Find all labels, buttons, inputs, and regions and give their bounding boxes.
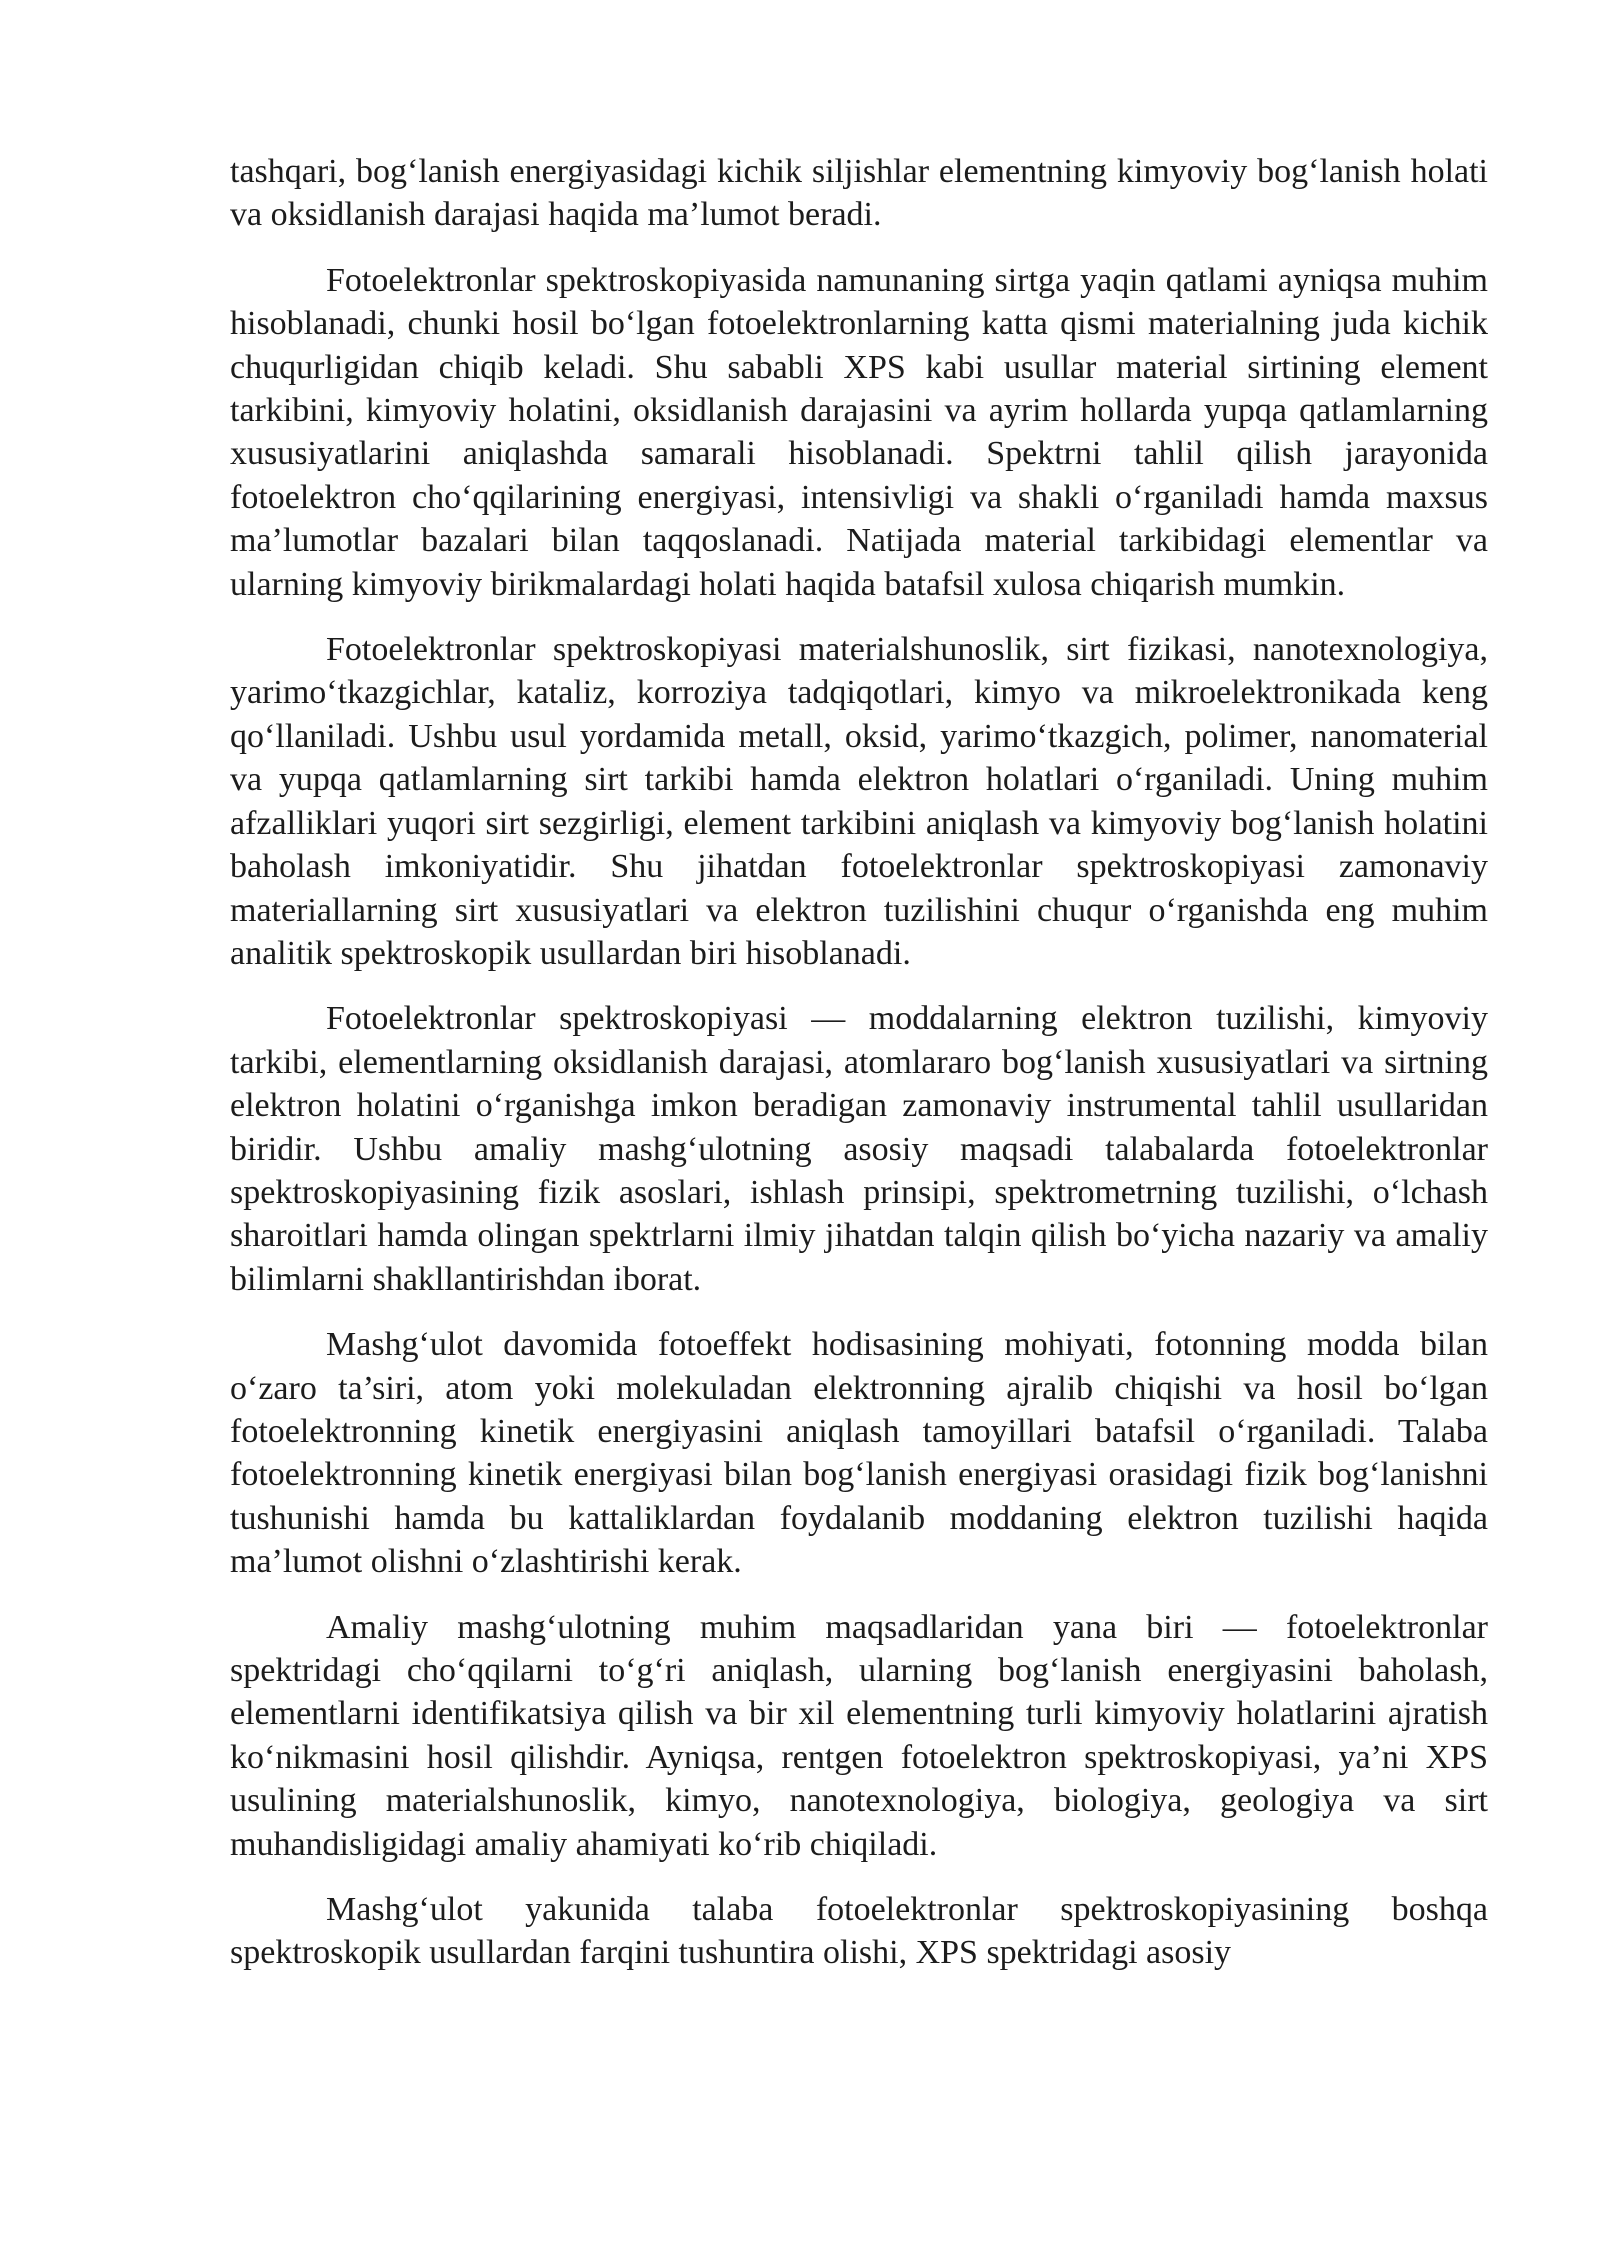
paragraph-conclusion: Mashg‘ulot yakunida talaba fotoelektronlar spektroskopiyasining boshqa spektroskopik usullardan farqini tushuntira olishi, XPS spektridagi asosiy	[230, 1891, 1488, 1972]
paragraph-applications: Fotoelektronlar spektroskopiyasi materialshunoslik, sirt fizikasi, nanotexnologiya, yarimo‘tkazgichlar, kataliz, korroziya tadqiqotlari, kimyo va mikroelektronikada keng qo‘llaniladi. Ushbu usul yordamida metall, oksid, yarimo‘tkazgich, polimer, nanomaterial va yupqa qatlamlarning sirt tarkibi hamda elektron holatlari o‘rganiladi. Uning muhim afzalliklari yuqori sirt sezgirligi, element tarkibini aniqlash va kimyoviy bog‘lanish holatini baholash imkoniyatidir. Shu jihatdan fotoelektronlar spektroskopiyasi zamonaviy materiallarning sirt xususiyatlari va elektron tuzilishini chuqur o‘rganishda eng muhim analitik spektroskopik usullardan biri hisoblanadi.	[230, 631, 1488, 972]
paragraph-definition-goal: Fotoelektronlar spektroskopiyasi — moddalarning elektron tuzilishi, kimyoviy tarkibi, elementlarning oksidlanish darajasi, atomlararo bog‘lanish xususiyatlari va sirtning elektron holatini o‘rganishga imkon beradigan zamonaviy instrumental tahlil usullaridan biridir. Ushbu amaliy mashg‘ulotning asosiy maqsadi talabalarda fotoelektronlar spektroskopiyasining fizik asoslari, ishlash prinsipi, spektrometrning tuzilishi, o‘lchash sharoitlari hamda olingan spektrlarni ilmiy jihatdan talqin qilish bo‘yicha nazariy va amaliy bilimlarni shakllantirishdan iborat.	[230, 1000, 1488, 1298]
paragraph-continued: tashqari, bog‘lanish energiyasidagi kichik siljishlar elementning kimyoviy bog‘lanish holati va oksidlanish darajasi haqida ma’lumot beradi.	[230, 153, 1488, 234]
paragraph-photoeffect: Mashg‘ulot davomida fotoeffekt hodisasining mohiyati, fotonning modda bilan o‘zaro ta’siri, atom yoki molekuladan elektronning ajralib chiqishi va hosil bo‘lgan fotoelektronning kinetik energiyasini aniqlash tamoyillari batafsil o‘rganiladi. Talaba fotoelektronning kinetik energiyasi bilan bog‘lanish energiyasi orasidagi fizik bog‘lanishni tushunishi hamda bu kattaliklardan foydalanib moddaning elektron tuzilishi haqida ma’lumot olishni o‘zlashtirishi kerak.	[230, 1326, 1488, 1581]
paragraph-surface-sensitivity: Fotoelektronlar spektroskopiyasida namunaning sirtga yaqin qatlami ayniqsa muhim hisoblanadi, chunki hosil bo‘lgan fotoelektronlarning katta qismi materialning juda kichik chuqurligidan chiqib keladi. Shu sababli XPS kabi usullar material sirtining element tarkibini, kimyoviy holatini, oksidlanish darajasini va ayrim hollarda yupqa qatlamlarning xususiyatlarini aniqlashda samarali hisoblanadi. Spektrni tahlil qilish jarayonida fotoelektron cho‘qqilarining energiyasi, intensivligi va shakli o‘rganiladi hamda maxsus ma’lumotlar bazalari bilan taqqoslanadi. Natijada material tarkibidagi elementlar va ularning kimyoviy birikmalardagi holati haqida batafsil xulosa chiqarish mumkin.	[230, 261, 1488, 603]
paragraph-peak-identification: Amaliy mashg‘ulotning muhim maqsadlaridan yana biri — fotoelektronlar spektridagi cho‘qqilarni to‘g‘ri aniqlash, ularning bog‘lanish energiyasini baholash, elementlarni identifikatsiya qilish va bir xil elementning turli kimyoviy holatlarini ajratish ko‘nikmasini hosil qilishdir. Ayniqsa, rentgen fotoelektron spektroskopiyasi, ya’ni XPS usulining materialshunoslik, kimyo, nanotexnologiya, biologiya, geologiya va sirt muhandisligidagi amaliy ahamiyati ko‘rib chiqiladi.	[230, 1608, 1488, 1863]
document-body	[230, 150, 1488, 1997]
